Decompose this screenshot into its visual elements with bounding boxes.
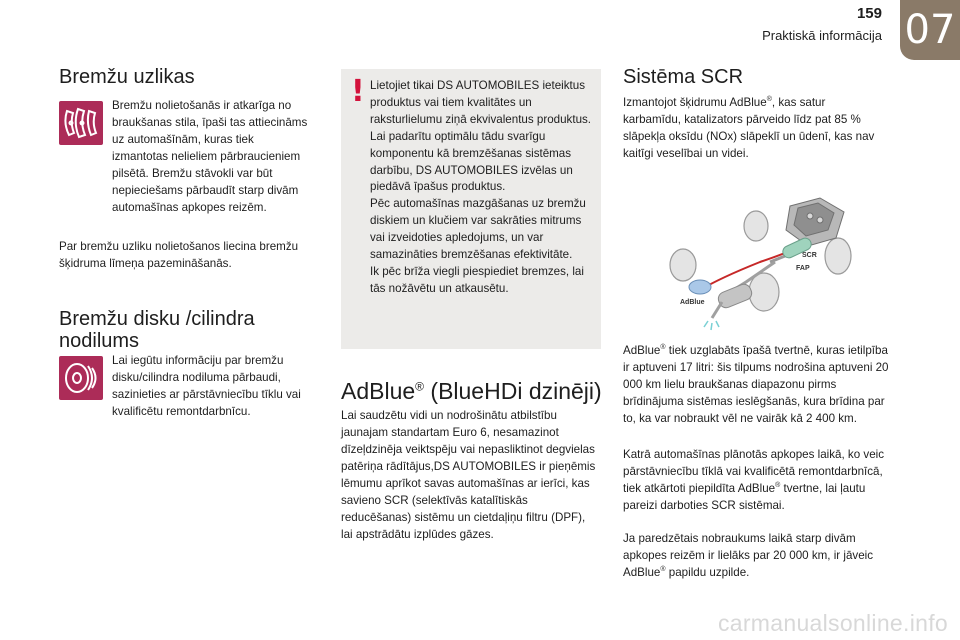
chapter-tab: 07 bbox=[900, 0, 960, 60]
page-number: 159 bbox=[856, 5, 882, 22]
scr-p3-b: papildu uzpilde. bbox=[665, 566, 750, 579]
scr-p1-sup: ® bbox=[660, 344, 666, 352]
scr-p2-a: Katrā automašīnas plānotās apkopes laikā, ko veic pārstāvniecību tīklā vai kvalificētā remontdarbnīcā, tiek atkārtoti piepildīta AdBlue bbox=[623, 448, 885, 495]
scr-p2-b: tvertne, lai ļautu pareizi darboties SCR sistēmai. bbox=[623, 482, 866, 512]
brake-pads-heading: Bremžu uzlikas bbox=[59, 66, 195, 88]
silencer bbox=[716, 282, 754, 310]
scr-p1-a: AdBlue bbox=[623, 344, 661, 357]
chapter-title: Praktiskā informācija bbox=[762, 28, 882, 43]
brake-discs-heading: Bremžu disku /cilindra nodilums bbox=[59, 308, 255, 352]
scr-intro-b: , kas satur karbamīdu, katalizators pārveido līdz pat 85 % slāpekļa oksīdu (NOx) slāpeklī un ūdenī, kas nav kaitīgi veselībai un videi. bbox=[623, 96, 875, 160]
warning-line-2: Lai padarītu optimālu tādu svarīgu komponentu kā bremzēšanas sistēmas darbību, DS AUTOMOBILES izvēlas un piedāvā īpašus produktus. bbox=[370, 129, 573, 194]
brake-pad-icon bbox=[59, 101, 103, 145]
adblue-heading-rest: (BlueHDi dzinēji) bbox=[424, 378, 602, 404]
adblue-heading-sup: ® bbox=[415, 379, 425, 394]
scr-intro-sup: ® bbox=[766, 96, 772, 104]
fap-label: FAP bbox=[796, 265, 810, 272]
scr-p1-b: tiek uzglabāts īpašā tvertnē, kuras ietilpība ir aptuveni 17 litri: šis tilpums nodrošina aptuveni 20 000 km lielu braukšanas diapazonu pirms brīdinājuma sistēmas ieslēgšanās, kura brīdina par to, ka var nobraukt vēl ne vairāk kā 2 400 km. bbox=[623, 344, 889, 425]
scr-intro-a: Izmantojot šķidrumu AdBlue bbox=[623, 96, 767, 109]
scr-heading: Sistēma SCR bbox=[623, 66, 744, 88]
brake-pads-body: Bremžu nolietošanās ir atkarīga no braukšanas stila, īpaši tas attiecināms uz automašīnām, kuras tiek izmantotas nelieliem pārbraucieniem pilsētā. Bremžu stāvokli var būt nepieciešams pārbaudīt starp divām automašīnas apkopes reizēm. bbox=[112, 99, 308, 214]
warning-line-3: Pēc automašīnas mazgāšanas uz bremžu diskiem un klučiem var sakrāties mitrums vai izveidoties apledojums, un var samazināties bremzēšanas efektivitāte. bbox=[370, 197, 586, 262]
adblue-tank bbox=[689, 280, 711, 294]
wheel-rear-right bbox=[749, 273, 779, 311]
warning-line-1: Lietojiet tikai DS AUTOMOBILES ieteiktus produktus vai tiem kvalitātes un raksturlielumu ziņā ekvivalentus produktus. bbox=[370, 79, 592, 126]
brake-pads-note: Par bremžu uzliku nolietošanos liecina bremžu šķidruma līmeņa pazemināšanās. bbox=[59, 240, 299, 270]
wheel-front-right bbox=[825, 238, 851, 274]
scr-paragraph-1 bbox=[623, 342, 889, 427]
scr-intro bbox=[623, 94, 885, 162]
scr-paragraph-2 bbox=[623, 446, 889, 514]
exhaust-spray bbox=[704, 321, 719, 330]
scr-system-diagram bbox=[650, 192, 860, 332]
scr-paragraph-3 bbox=[623, 530, 889, 581]
scr-p2-sup: ® bbox=[775, 482, 781, 490]
scr-p3-sup: ® bbox=[660, 566, 666, 574]
exclamation-icon: ! bbox=[351, 74, 365, 109]
wheel-front-left bbox=[744, 211, 768, 241]
adblue-heading-main: AdBlue bbox=[341, 378, 416, 404]
adblue-label: AdBlue bbox=[680, 299, 705, 306]
warning-text bbox=[370, 78, 596, 298]
scr-label: SCR bbox=[802, 252, 817, 259]
watermark: carmanualsonline.info bbox=[717, 610, 948, 636]
adblue-heading bbox=[341, 378, 602, 404]
warning-line-4: Ik pēc brīža viegli piespiediet bremzes, lai tās nožāvētu un atkausētu. bbox=[370, 264, 584, 295]
adblue-body: Lai saudzētu vidi un nodrošinātu atbilstību jaunajam standartam Euro 6, nesamazinot dīzeļdzinēja veiktspēju vai nepasliktinot degvielas patēriņa rādītājus,DS AUTOMOBILES ir pieņēmis lēmumu aprīkot savas automašīnas ar ierīci, kas savieno SCR (selektīvās katalītiskās reducēšanas) sistēmu un cietdaļiņu filtru (DPF), lai apstrādātu izplūdes gāzes. bbox=[341, 409, 596, 541]
wheel-rear-left bbox=[670, 249, 696, 281]
brake-discs-body: Lai iegūtu informāciju par bremžu disku/cilindra nodiluma pārbaudi, sazinieties ar pārstāvniecību tīklu vai kvalificētu remontdarbnīcu. bbox=[112, 354, 301, 418]
brake-disc-icon bbox=[59, 356, 103, 400]
scr-p3-a: Ja paredzētais nobraukums laikā starp divām apkopes reizēm ir lielāks par 20 000 km, ir jāveic AdBlue bbox=[623, 532, 874, 579]
